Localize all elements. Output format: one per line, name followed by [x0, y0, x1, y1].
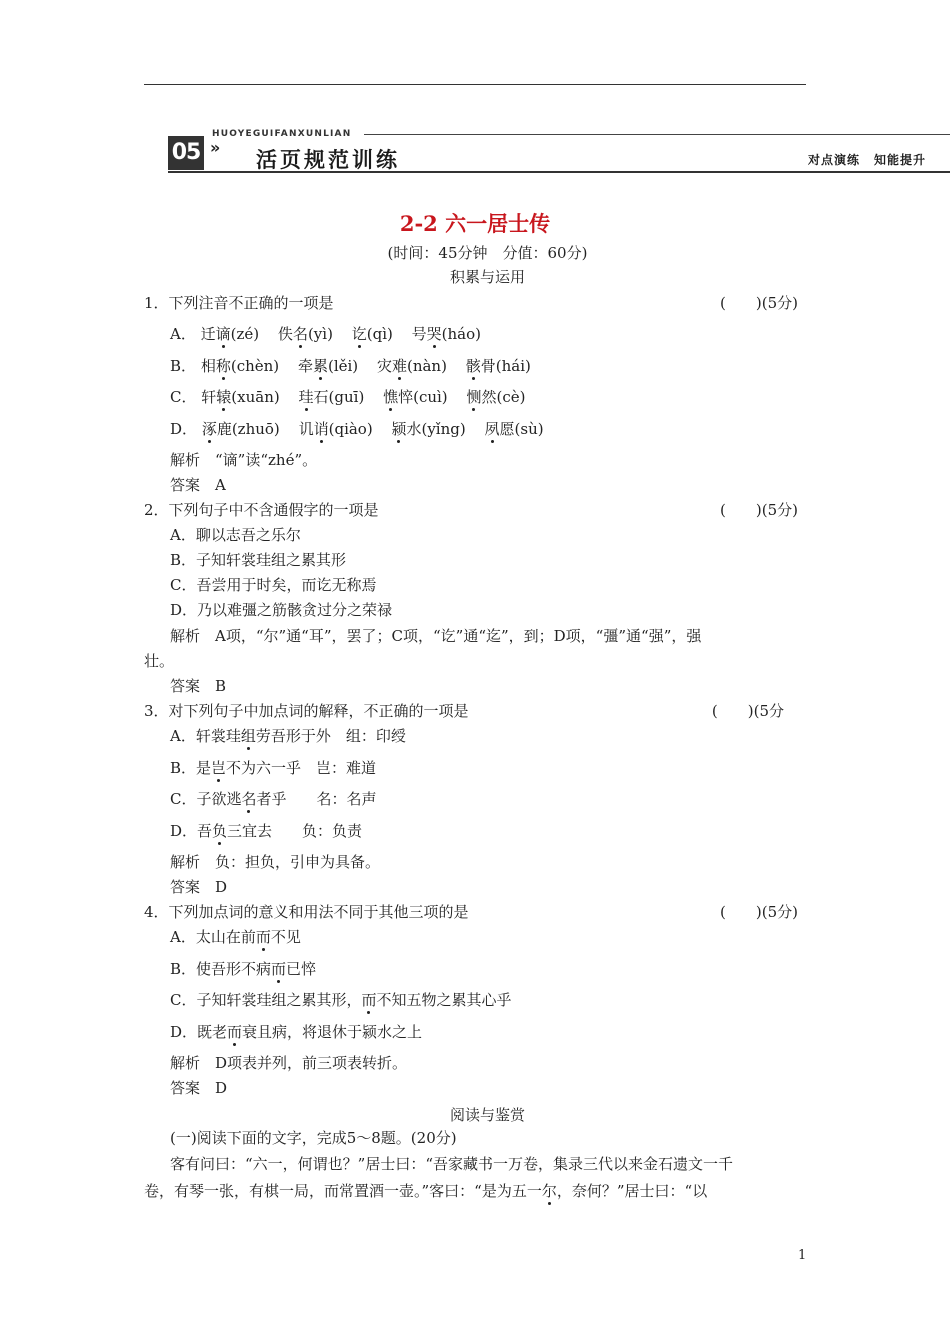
document-title: 2-2 六一居士传 [399, 211, 551, 236]
question-2-option-a: A．聊以志吾之乐尔 [170, 526, 301, 544]
question-1-option-b: B． 相称(chèn) 牵累(lěi) 灾难(nàn) 骸骨(hái) [170, 357, 531, 375]
question-4-mark: ( )(5分) [720, 903, 798, 921]
question-3-option-c: C．子欲逃名者乎 名：名声 [170, 790, 377, 808]
option-item: 珪石(guī) [298, 388, 365, 406]
question-2-analysis-continued: 壮。 [144, 652, 175, 670]
question-1-option-d: D． 涿鹿(zhuō) 讥诮(qiào) 颍水(yǐng) 夙愿(sù) [170, 420, 544, 438]
option-item: 号哭(háo) [411, 325, 481, 343]
option-item: 夙愿(sù) [484, 420, 544, 438]
question-1-option-a: A． 迁谪(zé) 佚名(yì) 讫(qì) 号哭(háo) [170, 325, 481, 343]
option-item: 颍水(yǐng) [391, 420, 466, 438]
question-2-stem: 2．下列句子中不含通假字的一项是 [144, 501, 379, 519]
question-2-option-c: C．吾尝用于时矣，而讫无称焉 [170, 576, 377, 594]
option-item: 佚名(yì) [277, 325, 333, 343]
question-2-option-b: B．子知轩裳珪组之累其形 [170, 551, 347, 569]
question-4-option-b: B．使吾形不病而已悴 [170, 960, 317, 978]
banner-subtitle-right: 知能提升 [873, 153, 926, 167]
question-3-option-a: A．轩裳珪组劳吾形于外 组：印绶 [170, 727, 406, 745]
top-rule [144, 84, 806, 85]
question-3-analysis: 解析 负：担负，引申为具备。 [170, 853, 381, 871]
reading-passage-line-2: 卷，有琴一张，有棋一局，而常置酒一壶。”客曰：“是为五一尔，奈何？”居士曰：“以 [144, 1182, 708, 1200]
question-1-answer: 答案 A [170, 476, 226, 494]
option-item: 骸骨(hái) [465, 357, 531, 375]
section-number-badge: 05 [168, 136, 204, 170]
banner-bottom-rule [168, 171, 950, 173]
option-item: 迁谪(zé) [200, 325, 260, 343]
question-1-mark: ( )(5分) [720, 294, 798, 312]
question-2-answer: 答案 B [170, 677, 227, 695]
question-4-answer: 答案 D [170, 1079, 228, 1097]
option-item: 相称(chèn) [200, 357, 280, 375]
question-4-stem: 4．下列加点词的意义和用法不同于其他三项的是 [144, 903, 469, 921]
question-3-option-b: B．是岂不为六一乎 岂：难道 [170, 759, 377, 777]
question-4-analysis: 解析 D项表并列，前三项表转折。 [170, 1054, 408, 1072]
option-item: 讫(qì) [351, 325, 393, 343]
question-4-option-c: C．子知轩裳珪组之累其形，而不知五物之累其心乎 [170, 991, 512, 1009]
question-4-option-a: A．太山在前而不见 [170, 928, 301, 946]
question-2-option-d: D．乃以难彊之筋骸贪过分之荣禄 [170, 601, 393, 619]
section-heading-accumulation: 积累与运用 [449, 268, 525, 286]
page-number: 1 [798, 1248, 807, 1263]
option-item: 涿鹿(zhuō) [201, 420, 280, 438]
question-3-mark: ( )(5分 [711, 702, 784, 720]
reading-passage-line-1: 客有问曰：“六一，何谓也？”居士曰：“吾家藏书一万卷，集录三代以来金石遗文一千 [170, 1155, 734, 1173]
reading-intro: (一)阅读下面的文字，完成5～8题。(20分) [170, 1129, 457, 1147]
question-1-option-c: C． 轩辕(xuān) 珪石(guī) 憔悴(cuì) 恻然(cè) [170, 388, 526, 406]
option-item: 轩辕(xuān) [201, 388, 280, 406]
question-2-mark: ( )(5分) [720, 501, 798, 519]
section-banner [168, 130, 950, 174]
banner-subtitle-left: 对点演练 [807, 153, 860, 167]
banner-pinyin: HUOYEGUIFANXUNLIAN [212, 129, 352, 139]
question-4-option-d: D．既老而衰且病，将退休于颍水之上 [170, 1023, 423, 1041]
question-3-stem: 3．对下列句子中加点词的解释，不正确的一项是 [144, 702, 469, 720]
question-2-analysis: 解析 A项，“尔”通“耳”，罢了；C项，“讫”通“迄”，到；D项，“彊”通“强”，强 [170, 627, 702, 645]
option-item: 灾难(nàn) [376, 357, 447, 375]
section-heading-reading: 阅读与鉴赏 [449, 1106, 525, 1124]
question-1-stem: 1．下列注音不正确的一项是 [144, 294, 334, 312]
question-1-analysis: 解析 “谪”读“zhé”。 [170, 451, 318, 469]
question-3-option-d: D．吾负三宜去 负：负责 [170, 822, 363, 840]
option-item: 牵累(lěi) [297, 357, 359, 375]
banner-top-rule [364, 134, 950, 135]
banner-subtitle [808, 151, 926, 168]
option-item: 恻然(cè) [466, 388, 526, 406]
banner-title: 活页规范训练 [256, 148, 400, 172]
option-item: 讥诮(qiào) [298, 420, 373, 438]
time-score-line: (时间：45分钟 分值：60分) [387, 244, 588, 262]
question-3-answer: 答案 D [170, 878, 228, 896]
option-item: 憔悴(cuì) [383, 388, 448, 406]
double-chevron-icon: » [210, 138, 221, 157]
